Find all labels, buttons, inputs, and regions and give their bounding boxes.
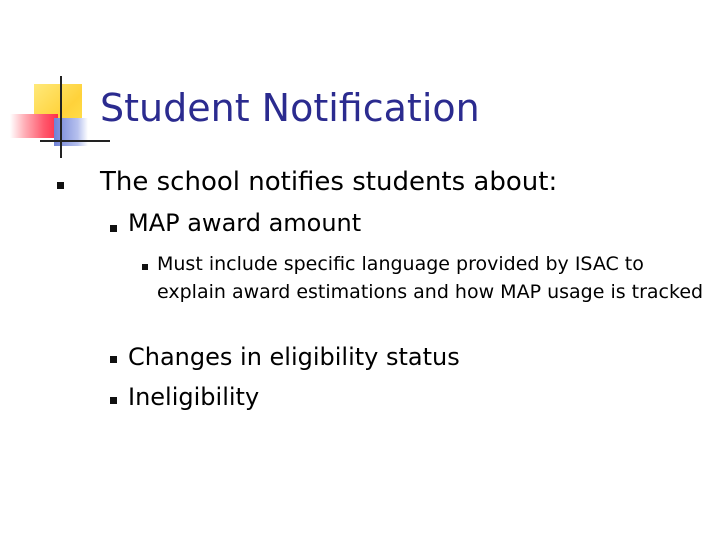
decorative-horizontal-line — [40, 140, 110, 142]
decorative-red-block — [10, 114, 58, 138]
bullet-square-icon — [110, 397, 117, 404]
level2-item: MAP award amount — [128, 209, 362, 237]
decorative-vertical-line — [60, 76, 62, 158]
bullet-square-icon — [110, 225, 117, 232]
level2-item: Ineligibility — [128, 383, 260, 411]
level3-item: Must include specific language provided by ISAC to explain award estimations and how MAP usage is tracked — [157, 253, 704, 303]
bullet-square-icon — [142, 264, 148, 270]
slide-title: Student Notification — [100, 86, 480, 130]
bullet-square-icon — [110, 356, 117, 363]
bullet-square-icon — [57, 182, 64, 189]
level1-item: The school notifies students about: — [100, 167, 558, 197]
level2-item: Changes in eligibility status — [128, 343, 460, 371]
